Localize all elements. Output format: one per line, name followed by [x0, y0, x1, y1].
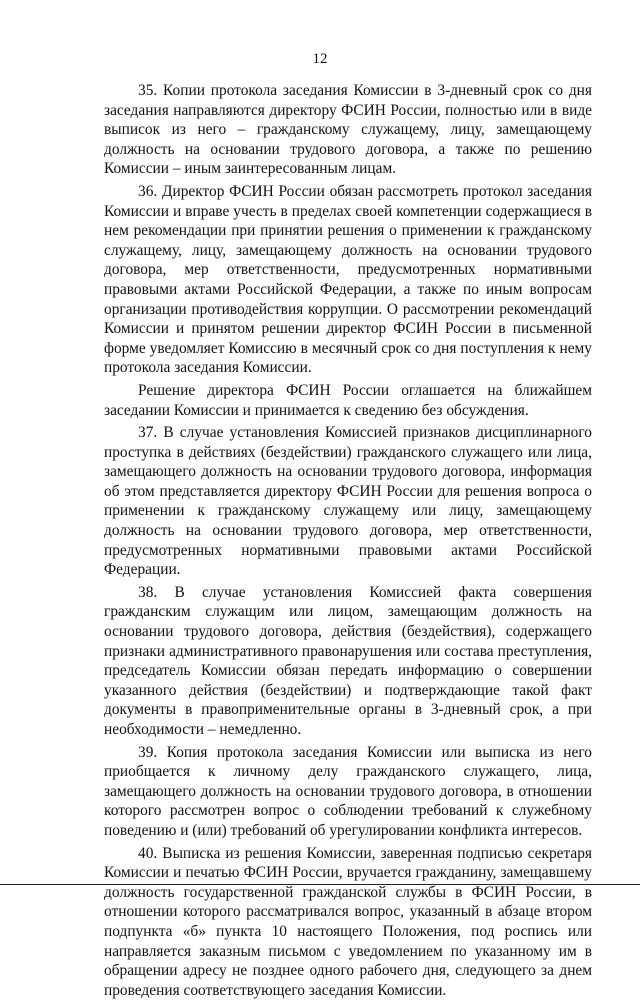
- paragraph-35: 35. Копии протокола заседания Комиссии в 3-дневный срок со дня заседания направляются директору ФСИН России, полностью или в виде выписок из него – гражданскому служащему, лицу, замещающему должность на основании трудового договора, а также по решению Комиссии – иным заинтересованным лицам.: [104, 82, 592, 178]
- paragraph-40: 40. Выписка из решения Комиссии, заверенная подписью секретаря Комиссии и печатью ФСИН России, вручается гражданину, замещавшему должность государственной гражданской службы в ФСИН России, в отношении которого рассматривался вопрос, указанный в абзаце втором подпункта «б» пункта 10 настоящего Положения, под роспись или направляется заказным письмом с уведомлением по указанному им в обращении адресу не позднее одного рабочего дня, следующего за днем проведения соответствующего заседания Комиссии.: [104, 844, 592, 999]
- paragraph-37: 37. В случае установления Комиссией признаков дисциплинарного проступка в действиях (бездействии) гражданского служащего или лица, замещающего должность на основании трудового договора, информация об этом представляется директору ФСИН России для решения вопроса о применении к гражданскому служащему или лицу, замещающему должность на основании трудового договора, мер ответственности, предусмотренных нормативными правовыми актами Российской Федерации.: [104, 424, 592, 579]
- paragraph-36: 36. Директор ФСИН России обязан рассмотреть протокол заседания Комиссии и вправе учесть в пределах своей компетенции содержащиеся в нем рекомендации при принятии решения о применении к гражданскому служащему, лицу, замещающему должность на основании трудового договора, мер ответственности, предусмотренных нормативными правовыми актами Российской Федерации, а также по иным вопросам организации противодействия коррупции. О рассмотрении рекомендаций Комиссии и принятом решении директор ФСИН России в письменной форме уведомляет Комиссию в месячный срок со дня поступления к нему протокола заседания Комиссии.: [104, 182, 592, 377]
- bottom-divider: [0, 884, 640, 885]
- document-body: [104, 81, 592, 1000]
- paragraph-36-decision: Решение директора ФСИН России оглашается на ближайшем заседании Комиссии и принимается к сведению без обсуждения.: [104, 381, 592, 419]
- paragraph-39: 39. Копия протокола заседания Комиссии или выписка из него приобщается к личному делу гражданского служащего, лица, замещающего должность на основании трудового договора, в отношении которого рассмотрен вопрос о соблюдении требований к служебному поведению и (или) требований об урегулировании конфликта интересов.: [104, 743, 592, 839]
- page-number: 12: [312, 51, 328, 67]
- paragraph-38: 38. В случае установления Комиссией факта совершения гражданским служащим или лицом, замещающим должность на основании трудового договора, действия (бездействия), содержащего признаки административного правонарушения или состава преступления, председатель Комиссии обязан передать информацию о совершении указанного действия (бездействии) и подтверждающие такой факт документы в правоприменительные органы в 3-дневный срок, а при необходимости – немедленно.: [104, 583, 592, 738]
